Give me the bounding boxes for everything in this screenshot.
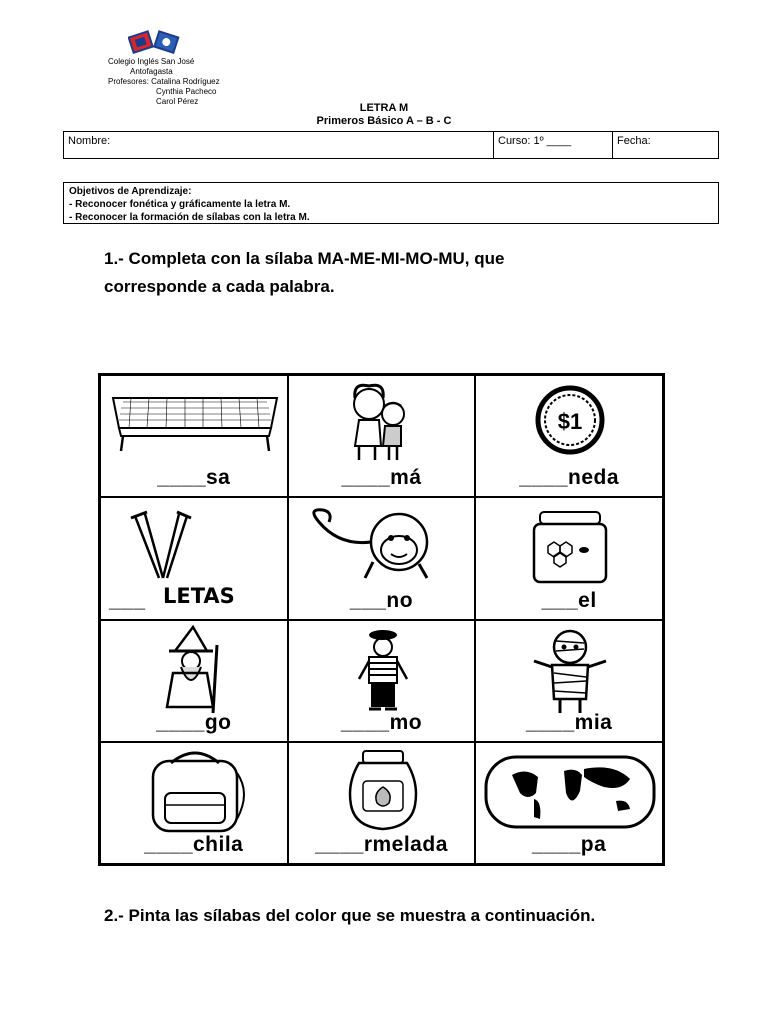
word-prompt: ____sa — [157, 466, 231, 490]
question-2: 2.- Pinta las sílabas del color que se muestra a continuación. — [104, 906, 596, 925]
word-prompt: ____rmelada — [315, 833, 448, 856]
grid-cell-coin — [475, 375, 663, 497]
worksheet-title: LETRA M — [359, 102, 409, 114]
teachers-label: Profesores: Catalina Rodríguez — [108, 77, 220, 86]
objectives-heading: Objetivos de Aprendizaje: — [69, 186, 192, 197]
word-prompt: ___el — [541, 588, 597, 612]
school-name: Colegio Inglés San José — [108, 57, 195, 66]
word-prompt: ____mo — [340, 710, 423, 734]
question-1-line-1: 1.- Completa con la sílaba MA-ME-MI-MO-MU, que — [104, 249, 505, 268]
word-prompt: ____pa — [532, 833, 607, 856]
word-prompt: ____má — [341, 466, 422, 490]
objectives-box — [63, 182, 719, 224]
objective-item: - Reconocer fonética y gráficamente la letra M. — [69, 199, 291, 210]
teacher-name: Cynthia Pacheco — [156, 87, 217, 96]
word-prompt-blank: ___ — [109, 588, 146, 612]
letas-overlay-label: LETAS — [160, 584, 238, 608]
picture-word-grid — [98, 373, 665, 866]
grid-cell-mother — [288, 375, 476, 497]
word-prompt: ____chila — [144, 833, 244, 856]
word-prompt: ____neda — [519, 466, 620, 490]
objective-item: - Reconocer la formación de sílabas con la letra M. — [69, 212, 310, 223]
grid-cell-mummy — [475, 620, 663, 742]
grid-cell-jam — [288, 742, 476, 864]
grid-cell-wizard — [100, 620, 288, 742]
worksheet-title-block — [0, 102, 768, 128]
question-1 — [104, 245, 504, 301]
date-field[interactable]: Fecha: — [617, 135, 651, 147]
grid-cell-backpack — [100, 742, 288, 864]
word-prompt: ___no — [349, 588, 414, 612]
worksheet-subtitle: Primeros Básico A – B - C — [316, 115, 452, 127]
grid-cell-honey — [475, 497, 663, 619]
student-info-table — [63, 131, 719, 159]
name-field[interactable]: Nombre: — [64, 132, 494, 158]
grid-cell-map — [475, 742, 663, 864]
svg-text:$1: $1 — [558, 409, 583, 434]
course-field[interactable]: Curso: 1º ____ — [494, 132, 613, 158]
grid-cell-mime — [288, 620, 476, 742]
question-1-line-2: corresponde a cada palabra. — [104, 277, 335, 296]
word-prompt: ____go — [156, 710, 232, 734]
school-info — [108, 57, 220, 107]
grid-cell-monkey — [288, 497, 476, 619]
school-city: Antofagasta — [130, 67, 173, 76]
word-prompt: ____mia — [525, 710, 613, 734]
grid-cell-table — [100, 375, 288, 497]
teacher-name: Carol Pérez — [156, 97, 199, 106]
